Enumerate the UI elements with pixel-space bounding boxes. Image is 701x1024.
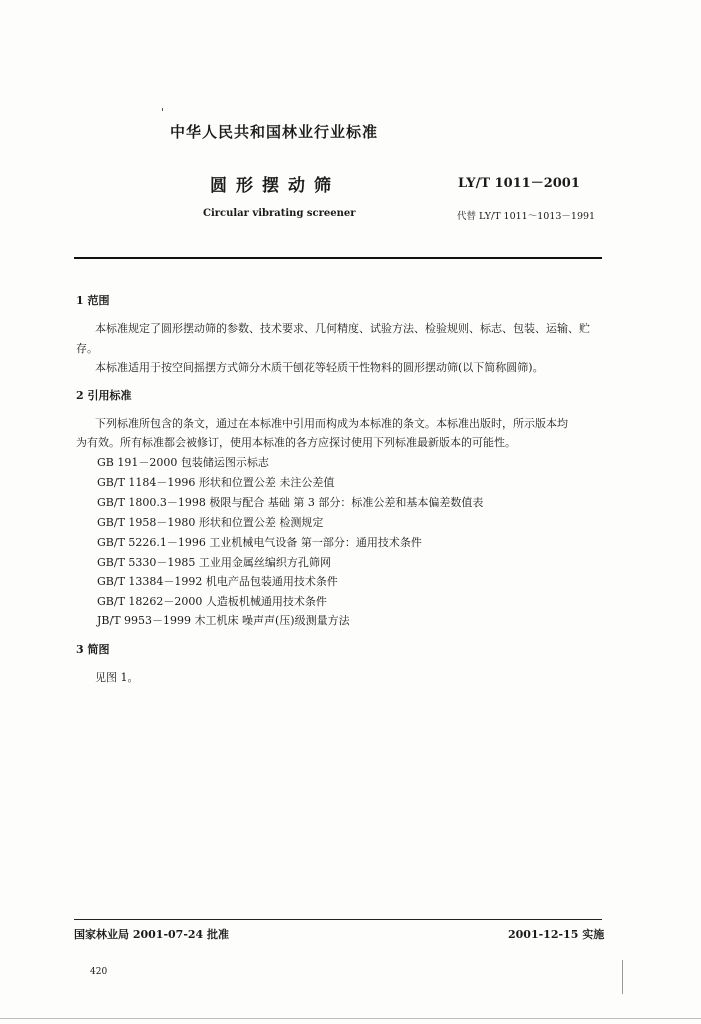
approval-date: 国家林业局 2001-07-24 批准 — [74, 928, 230, 941]
section-3-heading: 3 简图 — [76, 643, 110, 656]
section-2-intro-line-2: 为有效。所有标准都会被修订，使用本标准的各方应探讨使用下列标准最新版本的可能性。 — [76, 436, 516, 449]
section-3-text: 见图 1。 — [95, 671, 139, 684]
section-1-para-1-line-1: 本标准规定了圆形摆动筛的参数、技术要求、几何精度、试验方法、检验规则、标志、包装、运输、贮 — [95, 322, 590, 335]
standard-code: LY/T 1011－2001 — [458, 176, 580, 191]
standard-title: 圆形摆动筛 — [210, 176, 340, 196]
implementation-date: 2001-12-15 实施 — [508, 928, 605, 941]
reference-item: GB/T 1184－1996 形状和位置公差 未注公差值 — [97, 476, 335, 489]
reference-item: GB/T 1958－1980 形状和位置公差 检测规定 — [97, 516, 324, 529]
issuing-organization: 中华人民共和国林业行业标准 — [170, 123, 379, 141]
scan-speck — [162, 108, 163, 111]
scan-bottom-edge — [0, 1018, 701, 1019]
reference-item: GB 191－2000 包装储运图示标志 — [97, 456, 269, 469]
footer-divider — [74, 919, 602, 920]
reference-item: GB/T 5330－1985 工业用金属丝编织方孔筛网 — [97, 556, 331, 569]
english-title: Circular vibrating screener — [203, 208, 356, 219]
scan-edge-mark — [622, 960, 623, 994]
header-divider — [74, 257, 602, 259]
section-1-para-2: 本标准适用于按空间摇摆方式筛分木质干刨花等轻质干性物料的圆形摆动筛(以下简称圆筛)。 — [95, 361, 544, 374]
section-2-heading: 2 引用标准 — [76, 389, 132, 402]
section-2-intro-line-1: 下列标准所包含的条文，通过在本标准中引用而构成为本标准的条文。本标准出版时，所示版本均 — [95, 417, 568, 430]
page-number: 420 — [90, 967, 108, 977]
reference-item: GB/T 18262－2000 人造板机械通用技术条件 — [97, 595, 327, 608]
replaces-note: 代替 LY/T 1011～1013－1991 — [457, 211, 596, 222]
reference-item: GB/T 5226.1－1996 工业机械电气设备 第一部分：通用技术条件 — [97, 536, 422, 549]
reference-item: GB/T 13384－1992 机电产品包装通用技术条件 — [97, 575, 338, 588]
section-1-heading: 1 范围 — [76, 294, 110, 307]
section-1-para-1-line-2: 存。 — [76, 342, 98, 355]
reference-item: GB/T 1800.3－1998 极限与配合 基础 第 3 部分：标准公差和基本偏差数值表 — [97, 496, 484, 509]
reference-item: JB/T 9953－1999 木工机床 噪声声(压)级测量方法 — [97, 614, 350, 627]
